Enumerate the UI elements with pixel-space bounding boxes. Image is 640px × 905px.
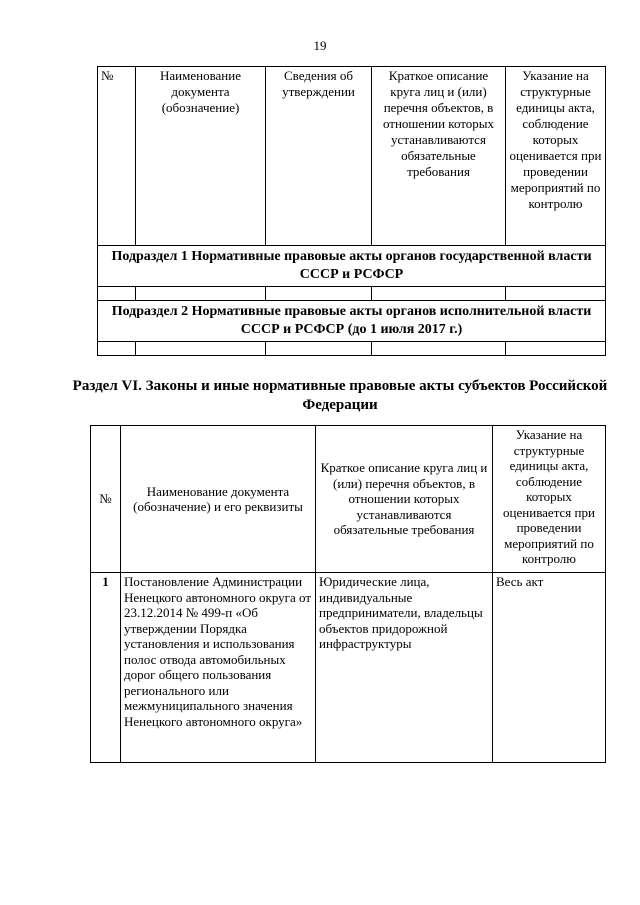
header-number: №	[98, 67, 136, 246]
subsection-row	[98, 301, 606, 342]
row-structural-units: Весь акт	[493, 573, 606, 763]
header-document-name: Наименование документа (обозначение) и его реквизиты	[121, 426, 316, 573]
table-header-row	[98, 67, 606, 246]
requirements-table-2	[90, 425, 606, 763]
empty-cell	[136, 287, 266, 301]
table-row	[91, 573, 606, 763]
empty-cell	[136, 342, 266, 356]
header-document-name: Наименование документа (обозначение)	[136, 67, 266, 246]
subsection-1-title: Подраздел 1 Нормативные правовые акты органов государственной власти СССР и РСФСР	[98, 246, 606, 287]
subsection-2-title: Подраздел 2 Нормативные правовые акты органов исполнительной власти СССР и РСФСР (до 1 июля 2017 г.)	[98, 301, 606, 342]
header-structural-units: Указание на структурные единицы акта, соблюдение которых оценивается при проведении мероприятий по контролю	[506, 67, 606, 246]
header-scope-description: Краткое описание круга лиц и (или) перечня объектов, в отношении которых устанавливаются обязательные требования	[316, 426, 493, 573]
empty-cell	[372, 287, 506, 301]
empty-cell	[372, 342, 506, 356]
header-number: №	[91, 426, 121, 573]
empty-row	[98, 342, 606, 356]
table-header-row	[91, 426, 606, 573]
header-structural-units: Указание на структурные единицы акта, соблюдение которых оценивается при проведении мероприятий по контролю	[493, 426, 606, 573]
subsection-row	[98, 246, 606, 287]
section-title: Раздел VI. Законы и иные нормативные правовые акты субъектов Российской Федерации	[72, 378, 608, 413]
header-approval-info: Сведения об утверждении	[266, 67, 372, 246]
row-subjects: Юридические лица, индивидуальные предприниматели, владельцы объектов придорожной инфраструктуры	[316, 573, 493, 763]
empty-cell	[98, 342, 136, 356]
requirements-table-1	[97, 66, 606, 356]
header-scope-description: Краткое описание круга лиц и (или) перечня объектов, в отношении которых устанавливаются обязательные требования	[372, 67, 506, 246]
empty-row	[98, 287, 606, 301]
empty-cell	[98, 287, 136, 301]
page-number: 19	[313, 38, 327, 53]
empty-cell	[506, 287, 606, 301]
row-document: Постановление Администрации Ненецкого автономного округа от 23.12.2014 № 499-п «Об утверждении Порядка установления и использования полос отвода автомобильных дорог общего пользования регионального или межмуниципального значения Ненецкого автономного округа»	[121, 573, 316, 763]
empty-cell	[266, 287, 372, 301]
empty-cell	[506, 342, 606, 356]
empty-cell	[266, 342, 372, 356]
row-number: 1	[91, 573, 121, 763]
